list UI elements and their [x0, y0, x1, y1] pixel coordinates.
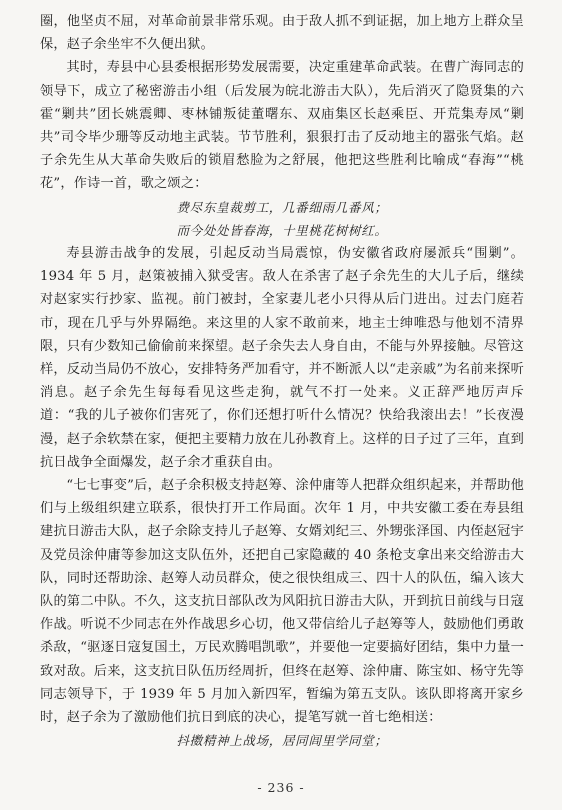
paragraph-3: 寿县游击战争的发展，引起反动当局震惊，伪安徽省政府屡派兵“围剿”。1934 年 5 月，赵策被捕入狱受害。敌人在杀害了赵子余先生的大儿子后，继续对赵家实行抄家、监视。前门被封，全家妻儿老小只得从后门进出。过去门庭若市，现在几乎与外界隔绝。来这里的人家不敢前来，地主士绅唯恐与他划不清界限，只有少数知己偷偷前来探望。赵子余失去人身自由，不能与外界接触。尽管这样，反动当局仍不放心，安排特务严加看守，并不断派人以“走亲戚”为名前来探听消息。赵子余先生每每看见这些走狗，就气不打一处来。义正辞严地厉声斥道：“我的儿子被你们害死了，你们还想打听什么情况？快给我滚出去！”长夜漫漫，赵子余软禁在家，便把主要精力放在儿孙教育上。这样的日子过了三年，直到抗日战争全面爆发，赵子余才重获自由。	[40, 246, 524, 470]
paragraph-1: 圈，他坚贞不屈，对革命前景非常乐观。由于敌人抓不到证据，加上地方上群众呈保，赵子余坐牢不久便出狱。	[40, 14, 524, 53]
poem2-line-1: 抖擞精神上战场，居同闾里学同堂；	[176, 733, 388, 749]
paragraph-4: “七七事变”后，赵子余积极支持赵筹、涂仲庸等人把群众组织起来，并帮助他们与上级组织建立联系，很快打开工作局面。次年 1 月，中共安徽工委在寿县组建抗日游击大队，赵子余除支持儿子赵筹、女婿刘纪三、外甥张泽国、内侄赵冠宇及党员涂仲庸等参加这支队伍外，还把自己家隐藏的 40 条枪支拿出来交给游击大队，同时还帮助涂、赵筹人动员群众，使之很快组成三、四十人的队伍，编入该大队的第二中队。不久，这支抗日部队改为风阳抗日游击大队，开到抗日前线与日寇作战。听说不少同志在外作战思乡心切，他又带信给儿子赵筹等人，鼓励他们勇敢杀敌，“驱逐日寇复国土，万民欢腾唱凯歌”，并要他一定要搞好团结，集中力量一致对敌。后来，这支抗日队伍历经周折，但终在赵筹、涂仲庸、陈宝如、杨守先等同志领导下，于 1939 年 5 月加入新四军，暂编为第五支队。该队即将离开家乡时，赵子余为了激励他们抗日到底的决心，提笔写就一首七绝相送：	[40, 478, 524, 726]
poem-line-1: 费尽东皇裁剪工，几番细雨几番风；	[176, 199, 388, 215]
paragraph-2: 其时，寿县中心县委根据形势发展需要，决定重建革命武装。在曹广海同志的领导下，成立了秘密游击小组（后发展为皖北游击大队），先后消灭了隐贤集的六霍“剿共”团长姚震卿、枣林铺叛徒董曙东、双庙集区长赵乘臣、开荒集寿凤“剿共”司令毕少珊等反动地主武装。节节胜利，狠狠打击了反动地主的嚣张气焰。赵子余先生从大革命失败后的锁眉愁脸为之舒展，他把这些胜利比喻成“春海”“桃花”，作诗一首，歌之颂之：	[40, 60, 524, 192]
page-number: - 236 -	[257, 780, 305, 795]
poem-line-2: 而今处处皆春海，十里桃花树树红。	[176, 222, 388, 238]
body-text	[40, 10, 524, 753]
